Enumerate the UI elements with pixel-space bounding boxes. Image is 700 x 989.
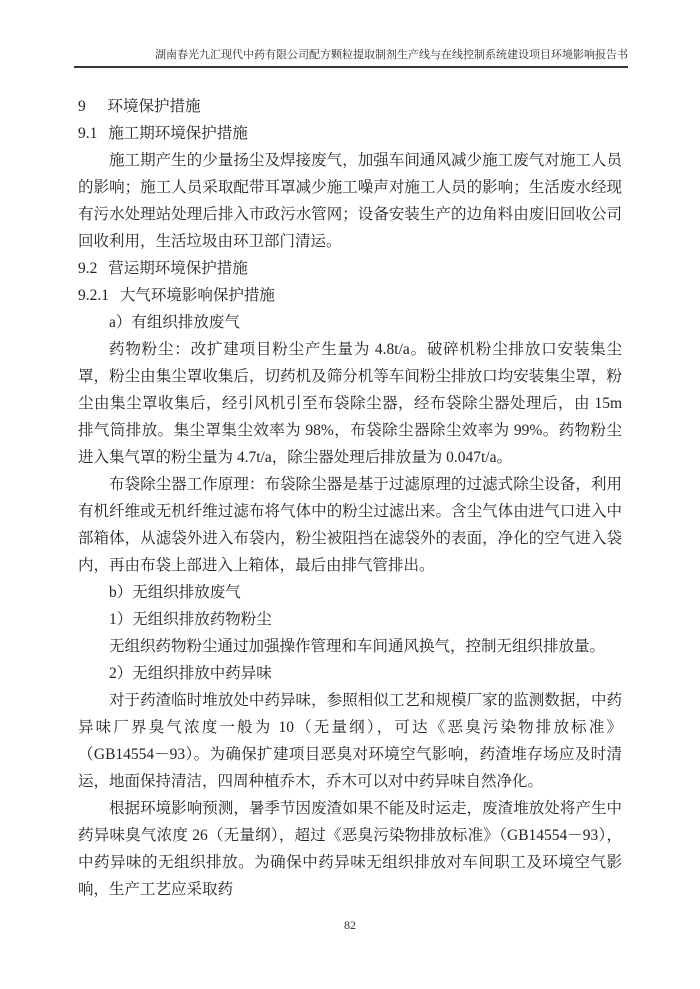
- heading-9-2: [78, 255, 622, 282]
- subhead-b-fugitive-exhaust: b）无组织排放废气: [109, 584, 241, 601]
- page-number: 82: [344, 918, 356, 932]
- subhead-1-fugitive-drug-dust: 1）无组织排放药物粉尘: [109, 611, 272, 628]
- heading-9-2-1: [78, 282, 622, 309]
- subhead-a-organized-exhaust: a）有组织排放废气: [109, 314, 240, 331]
- paragraph-fugitive-dust-control: 无组织药物粉尘通过加强操作管理和车间通风换气，控制无组织排放量。: [109, 638, 606, 655]
- heading-9-2-1-title: 大气环境影响保护措施: [119, 287, 275, 304]
- heading-9-1-title: 施工期环境保护措施: [108, 125, 248, 142]
- paragraph-baghouse-principle: 布袋除尘器工作原理：布袋除尘器是基于过滤原理的过滤式除尘设备，利用有机纤维或无机纤维过滤布将气体中的粉尘过滤出来。含尘气体由进气口进入中部箱体，从滤袋外进入布袋内，粉尘被阻挡在滤袋外的表面，净化的空气进入袋内，再由布袋上部进入上箱体，最后由排气管排出。: [78, 476, 622, 574]
- heading-9-2-1-number: 9.2.1: [78, 287, 109, 304]
- header-title: 湖南春光九汇现代中药有限公司配方颗粒提取制剂生产线与在线控制系统建设项目环境影响报告书: [155, 49, 628, 61]
- heading-9-2-number: 9.2: [78, 260, 98, 277]
- subhead-2-fugitive-odor: 2）无组织排放中药异味: [109, 665, 272, 682]
- paragraph-odor-prediction: 根据环境影响预测，暑季节因废渣如果不能及时运走，废渣堆放处将产生中药异味臭气浓度 26（无量纲），超过《恶臭污染物排放标准》（GB14554－93），中药异味的无组织排放。为确保中药异味无组织排放对车间职工及环境空气影响，生产工艺应采取药: [78, 800, 622, 898]
- heading-9-title: 环境保护措施: [107, 98, 201, 115]
- paragraph-odor-storage: 对于药渣临时堆放处中药异味，参照相似工艺和规模厂家的监测数据，中药异味厂界臭气浓度一般为 10（无量纲），可达《恶臭污染物排放标准》（GB14554－93）。为确保扩建项目恶臭对环境空气影响，药渣堆存场应及时清运，地面保持清洁，四周种植乔木，乔木可以对中药异味自然净化。: [78, 692, 622, 790]
- heading-9: [78, 93, 622, 120]
- heading-9-1-number: 9.1: [78, 125, 98, 142]
- paragraph-drug-dust: 药物粉尘：改扩建项目粉尘产生量为 4.8t/a。破碎机粉尘排放口安装集尘罩，粉尘由集尘罩收集后，切药机及筛分机等车间粉尘排放口均安装集尘罩，粉尘由集尘罩收集后，经引风机引至布袋除尘器，经布袋除尘器处理后，由 15m 排气筒排放。集尘罩集尘效率为 98%，布袋除尘器除尘效率为 99%。药物粉尘进入集气罩的粉尘量为 4.7t/a，除尘器处理后排放量为 0.047t/a。: [78, 341, 622, 466]
- header-rule: [74, 66, 628, 68]
- heading-9-2-title: 营运期环境保护措施: [108, 260, 248, 277]
- document-body: [78, 93, 622, 903]
- page-footer: [0, 917, 700, 933]
- paragraph-construction-period: 施工期产生的少量扬尘及焊接废气，加强车间通风减少施工废气对施工人员的影响；施工人员采取配带耳罩减少施工噪声对施工人员的影响；生活废水经现有污水处理站处理后排入市政污水管网；设备安装生产的边角料由废旧回收公司回收利用，生活垃圾由环卫部门清运。: [78, 152, 622, 250]
- heading-9-number: 9: [78, 98, 86, 115]
- heading-9-1: [78, 120, 622, 147]
- page-header: [74, 48, 628, 68]
